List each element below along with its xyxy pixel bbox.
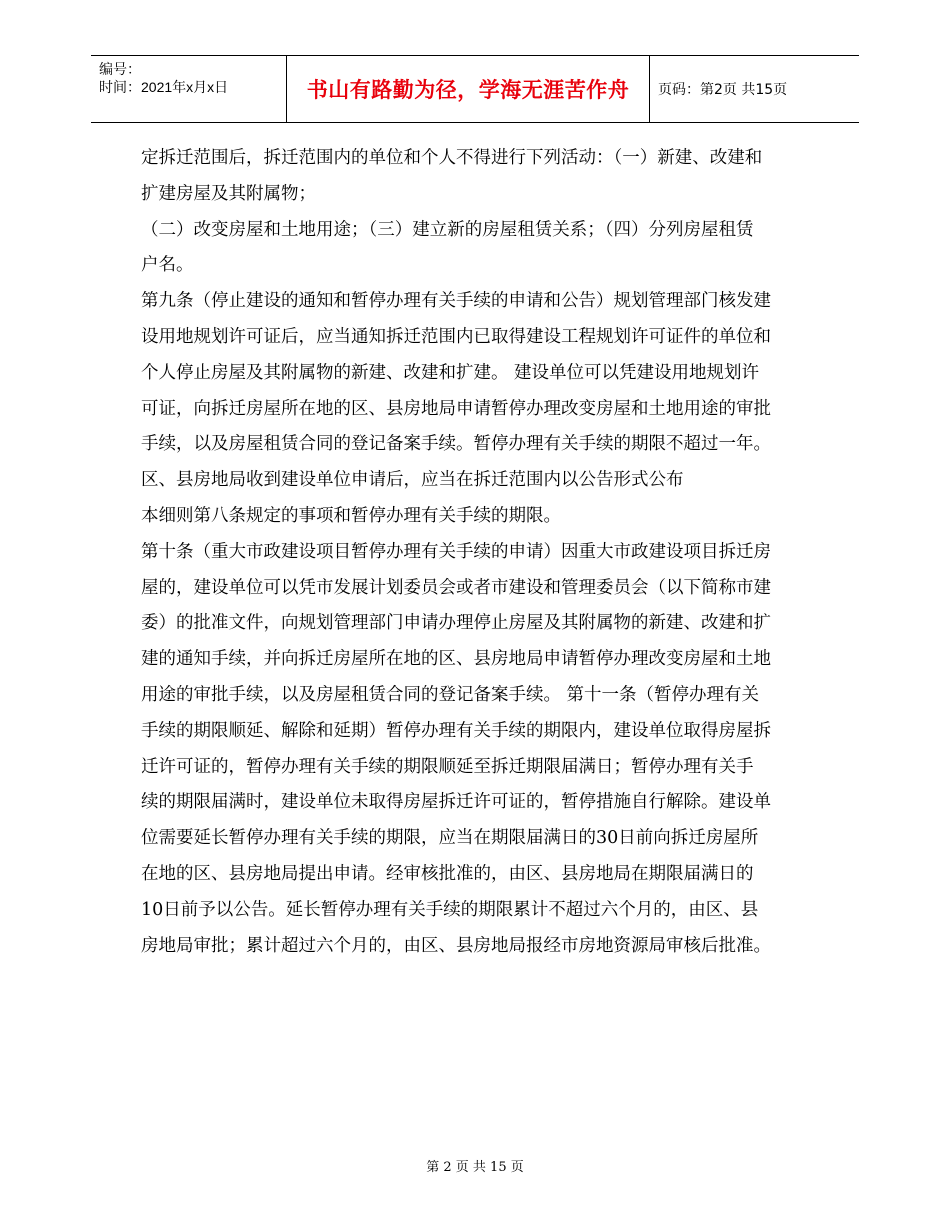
body-text-line: 第十条（重大市政建设项目暂停办理有关手续的申请）因重大市政建设项目拆迁房 (141, 541, 771, 562)
header-page-info: 页码：第2页 共15页 (658, 82, 788, 98)
body-text-line: 10日前予以公告。延长暂停办理有关手续的期限累计不超过六个月的，由区、县 (141, 899, 759, 920)
body-text-line: 可证，向拆迁房屋所在地的区、县房地局申请暂停办理改变房屋和土地用途的审批 (141, 398, 771, 419)
body-text-line: 委）的批准文件，向规划管理部门申请办理停止房屋及其附属物的新建、改建和扩 (141, 613, 771, 634)
body-text-line: 设用地规划许可证后，应当通知拆迁范围内已取得建设工程规划许可证件的单位和 (141, 326, 771, 347)
document-time-label: 时间：2021年x月x日 (99, 79, 229, 95)
body-text-line: 定拆迁范围后，拆迁范围内的单位和个人不得进行下列活动：（一）新建、改建和 (141, 148, 763, 168)
body-text-line: 扩建房屋及其附属物； (141, 183, 316, 204)
body-text-line: 户名。 (141, 255, 194, 276)
body-text-line: 迁许可证的，暂停办理有关手续的期限顺延至拆迁期限届满日；暂停办理有关手 (141, 756, 754, 777)
body-text-line: 用途的审批手续，以及房屋租赁合同的登记备案手续。 第十一条（暂停办理有关 (141, 684, 760, 705)
body-text-line: 房地局审批；累计超过六个月的，由区、县房地局报经市房地资源局审核后批准。 (141, 935, 771, 956)
body-text-line: 屋的，建设单位可以凭市发展计划委员会或者市建设和管理委员会（以下简称市建 (141, 577, 771, 598)
body-text-line: 本细则第八条规定的事项和暂停办理有关手续的期限。 (141, 505, 561, 526)
body-text-line: 手续的期限顺延、解除和延期）暂停办理有关手续的期限内，建设单位取得房屋拆 (141, 720, 771, 741)
body-text-line: 手续，以及房屋租赁合同的登记备案手续。暂停办理有关手续的期限不超过一年。 (141, 434, 771, 455)
body-text-line: 续的期限届满时，建设单位未取得房屋拆迁许可证的，暂停措施自行解除。建设单 (141, 792, 771, 813)
page-footer: 第 2 页 共 15 页 (426, 1160, 524, 1175)
body-text-line: 第九条（停止建设的通知和暂停办理有关手续的申请和公告）规划管理部门核发建 (141, 291, 771, 312)
document-body (141, 141, 831, 964)
page-header (91, 55, 859, 123)
header-motto: 书山有路勤为径，学海无涯苦作舟 (287, 56, 650, 122)
body-text-line: （二）改变房屋和土地用途；（三）建立新的房屋租赁关系；（四）分列房屋租赁 (141, 219, 754, 240)
body-text-line: 区、县房地局收到建设单位申请后，应当在拆迁范围内以公告形式公布 (141, 470, 684, 491)
body-text-line: 建的通知手续，并向拆迁房屋所在地的区、县房地局申请暂停办理改变房屋和土地 (141, 649, 771, 670)
body-text-line: 在地的区、县房地局提出申请。经审核批准的，由区、县房地局在期限届满日的 (141, 863, 754, 884)
body-text-line: 个人停止房屋及其附属物的新建、改建和扩建。 建设单位可以凭建设用地规划许 (141, 362, 760, 383)
document-number-label: 编号： (99, 61, 141, 77)
body-text-line: 位需要延长暂停办理有关手续的期限，应当在期限届满日的30日前向拆迁房屋所 (141, 828, 759, 849)
header-meta (91, 56, 287, 122)
